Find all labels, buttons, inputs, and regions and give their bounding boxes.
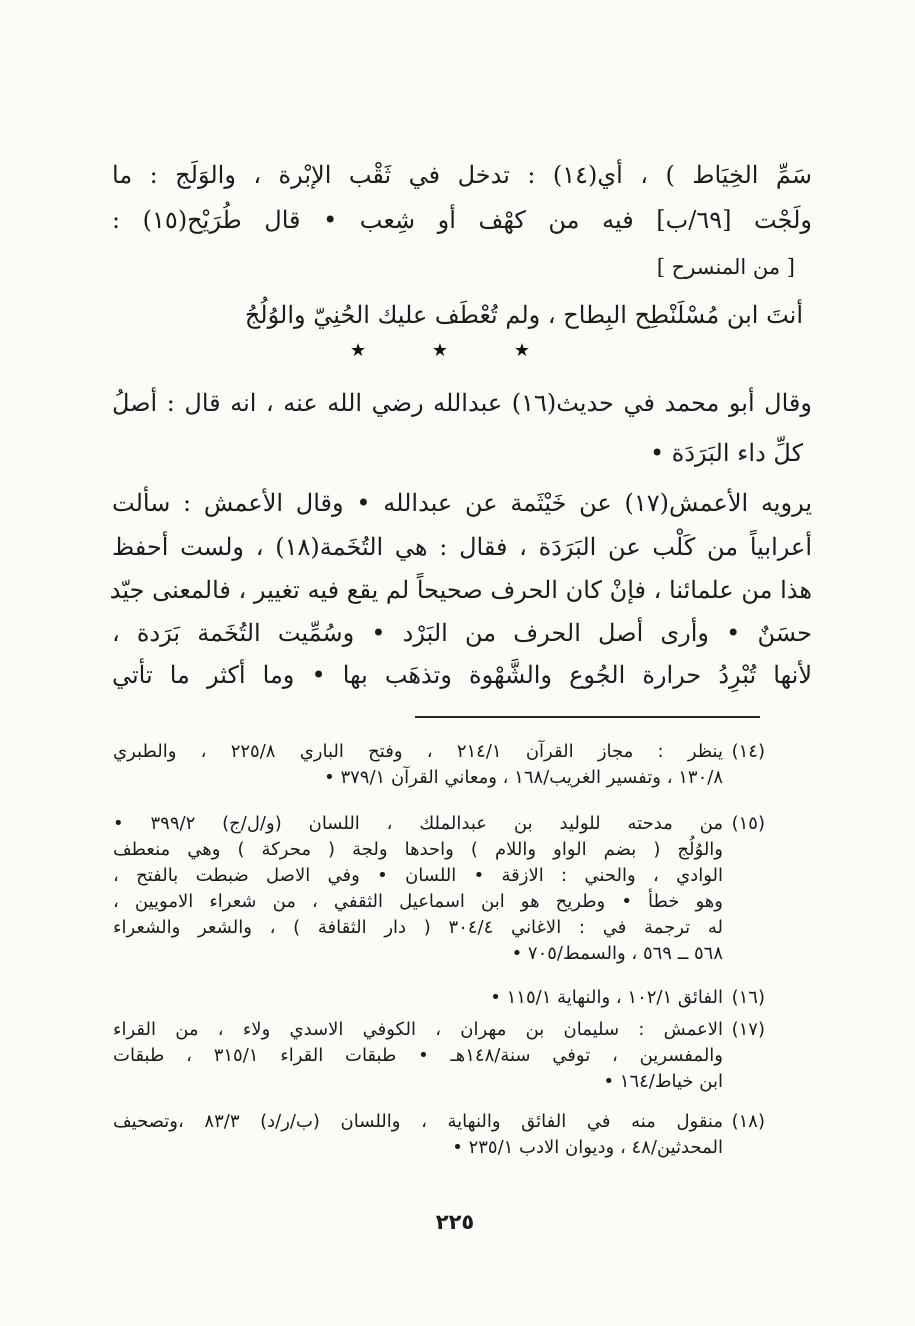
- body-line-9: هذا من علمائنا ، فإنْ كان الحرف صحيحاً لم يقع فيه تغيير ، فالمعنى جيّد: [109, 576, 812, 604]
- footnote-line: الوادي ، والحني : الازقة • اللسان • وفي الاصل ضبطت بالفتح ،: [113, 865, 723, 886]
- body-line-1: سَمِّ الخِيَاط ) ، أي(١٤) : تدخل في ثَقْب الإبْرة ، والوَلَج : ما: [112, 161, 813, 189]
- body-line-8: أعرابياً من كَلْب عن البَرَدَة ، فقال : هي التُخَمة(١٨) ، ولست أحفظ: [112, 533, 812, 561]
- section-divider-stars: [350, 340, 530, 361]
- footnote-line: ١٣٠/٨ ، وتفسير الغريب/١٦٨ ، ومعاني القرآن ٣٧٩/١ •: [324, 767, 723, 788]
- footnote-line: وهو خطأ • وطريح هو ابن اسماعيل الثقفي ، من شعراء الامويين ،: [113, 891, 723, 912]
- body-line-6: كلِّ داء البَرَدَة •: [649, 439, 803, 467]
- footnote-number: (١٥): [731, 813, 765, 834]
- footnote-number: (١٤): [731, 741, 765, 762]
- footnote-separator: [415, 716, 760, 718]
- footnote-line: من مدحته للوليد بن عبدالملك ، اللسان (و/ل/ج) ٣٩٩/٢ •: [113, 813, 724, 834]
- footnote-line: منقول منه في الفائق والنهاية ، واللسان (ب/ر/د) ٨٣/٣ ،وتصحيف: [113, 1111, 723, 1132]
- star-icon: ★: [513, 340, 530, 361]
- footnote-number: (١٦): [731, 987, 765, 1008]
- footnote-number: (١٨): [731, 1111, 765, 1132]
- verse-line: أنتَ ابن مُسْلَنْطِح البِطاح ، ولم تُعْطَف عليك الحُنِيّ والوُلُجُ: [244, 301, 803, 329]
- star-icon: ★: [431, 340, 449, 361]
- body-line-5: وقال أبو محمد في حديث(١٦) عبدالله رضي الله عنه ، انه قال : أصلُ: [112, 389, 812, 417]
- footnote-line: ابن خياط/١٦٤ •: [603, 1071, 723, 1092]
- body-line-2: ولَجْت [٦٩/ب] فيه من كهْف أو شِعب • قال طُرَيْح(١٥) :: [112, 206, 812, 234]
- footnote-line: والمفسرين ، توفي سنة/١٤٨هـ • طبقات القراء ٣١٥/١ ، طبقات: [113, 1045, 723, 1066]
- page-number: ٢٢٥: [435, 1210, 475, 1234]
- footnote-line: ينظر : مجاز القرآن ٢١٤/١ ، وفتح الباري ٢٢٥/٨ ، والطبري: [113, 741, 723, 762]
- body-line-7: يرويه الأعمش(١٧) عن خَيْثَمة عن عبدالله • وقال الأعمش : سألت: [112, 489, 812, 517]
- star-icon: ★: [350, 340, 367, 361]
- footnote-line: المحدثين/٤٨ ، وديوان الادب ٢٣٥/١ •: [452, 1137, 723, 1158]
- footnote-line: والوُلُج ( بضم الواو واللام ) واحدها ولجة ( محركة ) وهي منعطف: [113, 839, 723, 860]
- body-line-11: لأنها تُبْرِدُ حرارة الجُوع والشَّهْوة وتذهَب بها • وما أكثر ما تأتي: [112, 661, 812, 689]
- footnote-line: ٥٦٨ ــ ٥٦٩ ، والسمط/٧٠٥ •: [511, 943, 723, 964]
- footnote-line: الفائق ١٠٢/١ ، والنهاية ١١٥/١ •: [490, 987, 723, 1008]
- footnote-line: له ترجمة في : الاغاني ٣٠٤/٤ ( دار الثقافة ) ، والشعر والشعراء: [113, 917, 724, 938]
- body-line-10: حسَنٌ • وأرى أصل الحرف من البَرْد • وسُمِّيت التُخَمة بَرَدة ،: [112, 619, 812, 647]
- footnote-number: (١٧): [731, 1019, 765, 1040]
- footnote-line: الاعمش : سليمان بن مهران ، الكوفي الاسدي ولاء ، من القراء: [113, 1019, 723, 1040]
- meter-tag: [ من المنسرح ]: [656, 255, 795, 279]
